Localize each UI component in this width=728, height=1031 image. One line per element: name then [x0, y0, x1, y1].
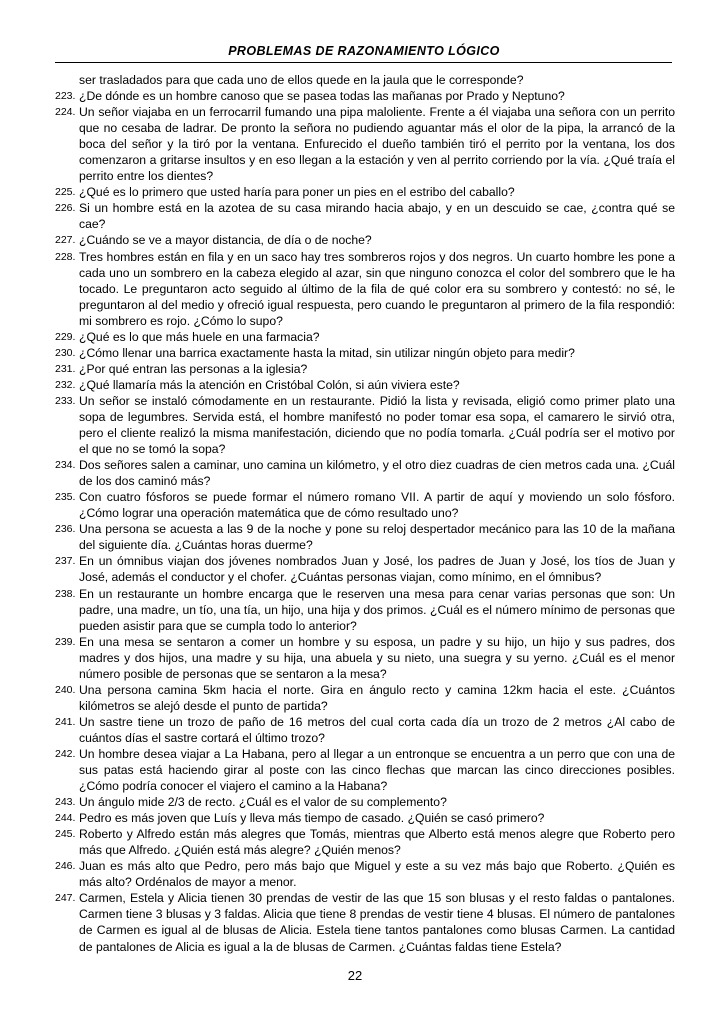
- problem-text: ¿Cómo llenar una barrica exactamente hasta la mitad, sin utilizar ningún objeto para medir?: [79, 345, 575, 360]
- problem-number: 237.: [55, 555, 76, 568]
- problem-item: [55, 858, 675, 890]
- problem-text: Una persona camina 5km hacia el norte. Gira en ángulo recto y camina 12km hacia el este. ¿Cuántos kilómetros se alejó desde el punto de partida?: [79, 682, 675, 713]
- problem-item: [55, 361, 675, 377]
- problem-number: 228.: [55, 250, 76, 263]
- problem-number: 239.: [55, 635, 76, 648]
- problem-text: En un restaurante un hombre encarga que le reserven una mesa para cenar varias personas que son: Un padre, una madre, un tío, una tía, un hijo, una hija y dos primos. ¿Cuál es el número mínimo de personas que pueden asistir para que se cumpla todo lo anterior?: [79, 586, 675, 633]
- problem-number: 246.: [55, 860, 76, 873]
- problem-item: [55, 794, 675, 810]
- problem-item: [55, 393, 675, 457]
- problem-number: 242.: [55, 747, 76, 760]
- problem-item: [55, 329, 675, 345]
- problem-number: 229.: [55, 330, 76, 343]
- problem-item: [55, 232, 675, 248]
- problem-number: 227.: [55, 234, 76, 247]
- problem-item: [55, 489, 675, 521]
- problem-text: ¿Cuándo se ve a mayor distancia, de día o de noche?: [79, 233, 372, 248]
- continuation-text: ser trasladados para que cada uno de ellos quede en la jaula que le corresponde?: [79, 73, 524, 87]
- problem-item: [55, 746, 675, 794]
- problem-item: [55, 521, 675, 553]
- problem-number: 231.: [55, 362, 76, 375]
- problem-number: 238.: [55, 587, 76, 600]
- problem-item: [55, 810, 675, 826]
- problem-text: Juan es más alto que Pedro, pero más bajo que Miguel y este a su vez más bajo que Roberto. ¿Quién es más alto? Ordénalos de mayor a menor.: [79, 859, 675, 890]
- problem-text: Tres hombres están en fila y en un saco hay tres sombreros rojos y dos negros. Un cuarto hombre les pone a cada uno un sombrero en la cabeza elegido al azar, sin que ninguno conozca el color del sombrero que le ha tocado. Le preguntaron acto seguido al último de la fila de qué color era su sombrero y contestó: no sé, le preguntaron al del medio y ofreció igual respuesta, pero cuando le preguntaron al primero de la fila respondió: mi sombrero es rojo. ¿Cómo lo supo?: [79, 249, 675, 328]
- problem-text: Pedro es más joven que Luís y lleva más tiempo de casado. ¿Quién se casó primero?: [79, 811, 545, 826]
- problem-item: [55, 457, 675, 489]
- problem-number: 234.: [55, 459, 76, 472]
- problem-text: Un señor se instaló cómodamente en un restaurante. Pidió la lista y revisada, eligió como primer plato una sopa de legumbres. Servida está, el hombre manifestó no poder tomar esa sopa, el camarero le sirvió otra, pero el cliente realizó la misma manifestación, diciendo que no podía tomarla. ¿Cuál podría ser el motivo por el que no se tomó la sopa?: [79, 393, 675, 457]
- problem-item: [55, 345, 675, 361]
- problem-text: Con cuatro fósforos se puede formar el número romano VII. A partir de aquí y moviendo un solo fósforo. ¿Cómo lograr una operación matemática que de cómo resultado uno?: [79, 490, 675, 521]
- problem-item: [55, 714, 675, 746]
- problem-number: 241.: [55, 715, 76, 728]
- problem-number: 240.: [55, 683, 76, 696]
- problem-number: 247.: [55, 892, 76, 905]
- problem-item: [55, 249, 675, 329]
- problem-text: Roberto y Alfredo están más alegres que Tomás, mientras que Alberto está menos alegre que Roberto pero más que Alfredo. ¿Quién está más alegre? ¿Quién menos?: [79, 827, 675, 858]
- problem-text: Si un hombre está en la azotea de su casa mirando hacia abajo, y en un descuido se cae, ¿contra qué se cae?: [79, 201, 675, 232]
- problem-item: [55, 634, 675, 682]
- problem-text: ¿Qué es lo que más huele en una farmacia?: [79, 329, 320, 344]
- problem-number: 232.: [55, 378, 76, 391]
- page-number: 22: [347, 968, 363, 983]
- problem-text: Un señor viajaba en un ferrocarril fumando una pipa maloliente. Frente a él viajaba una señora con un perrito que no cesaba de ladrar. De pronto la señora no pudiendo aguantar más el olor de la pipa, la arrancó de la boca del señor y la tiró por la ventana. Enfurecido el dueño también tiró el perrito por la ventana, los dos comenzaron a gritarse insultos y en eso llegan a la estación y ven al perrito corriendo por la vía. ¿Qué traía el perrito entre los dientes?: [79, 105, 675, 184]
- problem-item: [55, 104, 675, 184]
- problem-number: 235.: [55, 491, 76, 504]
- problem-number: 236.: [55, 523, 76, 536]
- page-header-title: PROBLEMAS DE RAZONAMIENTO LÓGICO: [228, 44, 500, 58]
- problem-text: Una persona se acuesta a las 9 de la noche y pone su reloj despertador mecánico para las 10 de la mañana del siguiente día. ¿Cuántas horas duerme?: [79, 522, 675, 553]
- problem-text: ¿Por qué entran las personas a la iglesia?: [79, 361, 308, 376]
- problem-item: [55, 682, 675, 714]
- problem-text: Dos señores salen a caminar, uno camina un kilómetro, y el otro diez cuadras de cien metros cada una. ¿Cuál de los dos caminó más?: [79, 458, 675, 489]
- problem-number: 223.: [55, 90, 76, 103]
- problem-text: Un ángulo mide 2/3 de recto. ¿Cuál es el valor de su complemento?: [79, 795, 447, 810]
- problem-number: 233.: [55, 394, 76, 407]
- problem-text: ¿Qué llamaría más la atención en Cristóbal Colón, si aún viviera este?: [79, 377, 460, 392]
- problem-item: [55, 88, 675, 104]
- problem-text: ¿Qué es lo primero que usted haría para poner un pies en el estribo del caballo?: [79, 185, 515, 200]
- problem-number: 243.: [55, 796, 76, 809]
- problem-item: [55, 200, 675, 232]
- problem-item: [55, 553, 675, 585]
- problem-number: 244.: [55, 812, 76, 825]
- problem-number: 245.: [55, 828, 76, 841]
- problem-text: Un hombre desea viajar a La Habana, pero al llegar a un entronque se encuentra a un perro que con una de sus patas está haciendo girar al poste con las cinco flechas que marcan las cinco direcciones posibles. ¿Cómo podría conocer el viajero el camino a la Habana?: [79, 746, 675, 794]
- problem-text: En un ómnibus viajan dos jóvenes nombrados Juan y José, los padres de Juan y José, los tíos de Juan y José, además el conductor y el chofer. ¿Cuántas personas viajan, como mínimo, en el ómnibus?: [79, 554, 675, 585]
- problem-item: [55, 586, 675, 634]
- problem-text: Un sastre tiene un trozo de paño de 16 metros del cual corta cada día un trozo de 2 metros ¿Al cabo de cuántos días el sastre cortará el último trozo?: [79, 714, 675, 745]
- problem-item: [55, 377, 675, 393]
- header-divider: [55, 62, 672, 63]
- problem-item: [55, 184, 675, 200]
- problem-text: En una mesa se sentaron a comer un hombre y su esposa, un padre y su hijo, un hijo y sus padres, dos madres y dos hijos, una madre y su hija, una abuela y su nieto, una suegra y su yerno. ¿Cuál es el menor número posible de personas que se sentaron a la mesa?: [79, 634, 675, 681]
- problem-list: [55, 72, 675, 955]
- problem-item: [55, 826, 675, 858]
- problem-text: ¿De dónde es un hombre canoso que se pasea todas las mañanas por Prado y Neptuno?: [79, 89, 565, 104]
- problem-number: 225.: [55, 186, 76, 199]
- problem-text: Carmen, Estela y Alicia tienen 30 prendas de vestir de las que 15 son blusas y el resto faldas o pantalones. Carmen tiene 3 blusas y 3 faldas. Alicia que tiene 8 prendas de vestir tiene 4 blusas. El número de pantalones de Carmen es igual al de blusas de Alicia. Estela tiene tantos pantalones como blusas Carmen. La cantidad de pantalones de Alicia es igual a la de blusas de Carmen. ¿Cuántas faldas tiene Estela?: [79, 891, 675, 954]
- problem-number: 224.: [55, 106, 76, 119]
- problem-number: 230.: [55, 346, 76, 359]
- problem-number: 226.: [55, 202, 76, 215]
- problem-item: [55, 890, 675, 954]
